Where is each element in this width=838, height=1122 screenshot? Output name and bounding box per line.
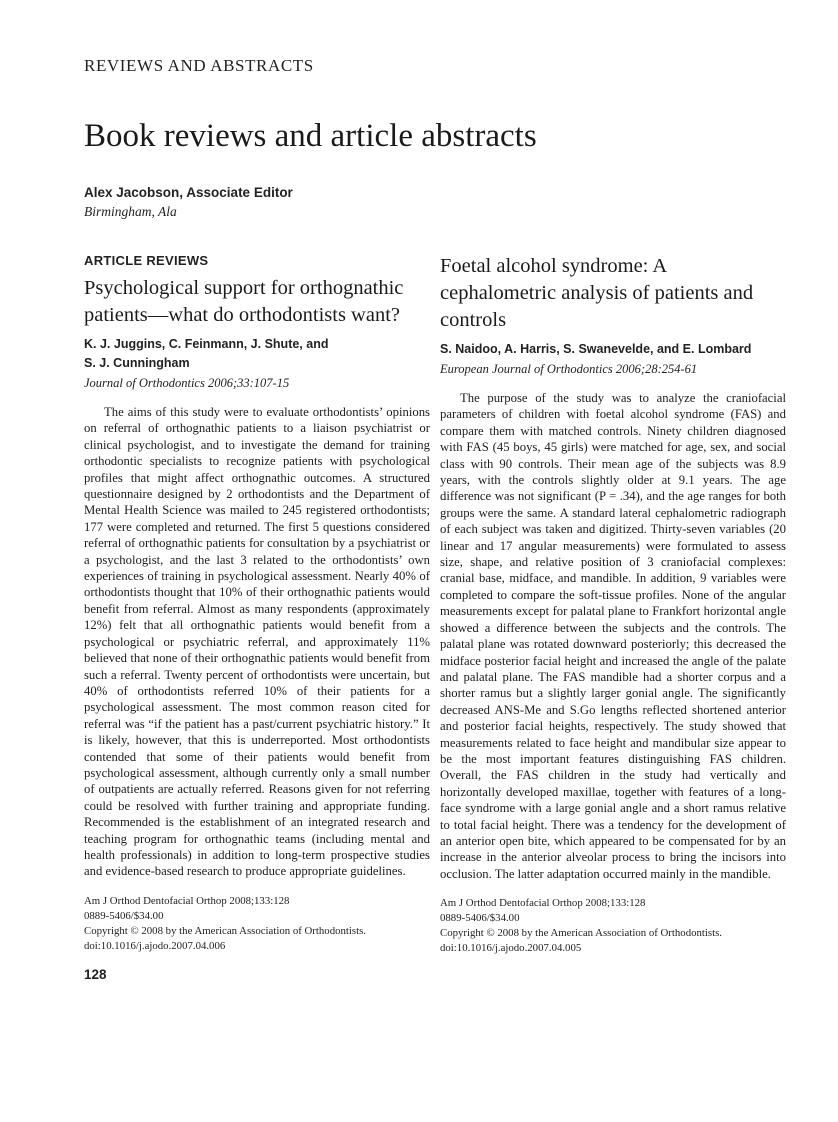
- article-title-foetal-alcohol-syndrome: Foetal alcohol syndrome: A cephalometric analysis of patients and controls: [440, 255, 754, 331]
- page-number: 128: [84, 966, 107, 982]
- two-column-layout: [84, 253, 786, 982]
- section-heading-article-reviews: ARTICLE REVIEWS: [84, 253, 209, 268]
- copyright-line: Copyright © 2008 by the American Association of Orthodontists.: [84, 924, 366, 937]
- associate-editor-location: Birmingham, Ala: [84, 204, 177, 219]
- citation-line: Am J Orthod Dentofacial Orthop 2008;133:128: [84, 894, 290, 907]
- citation-block: [84, 894, 430, 954]
- article-authors: [440, 340, 786, 359]
- issn-price-line: 0889-5406/$34.00: [84, 909, 164, 922]
- author-line: S. Naidoo, A. Harris, S. Swanevelde, and E. Lombard: [440, 342, 752, 356]
- article-authors: [84, 335, 430, 373]
- doi-line: doi:10.1016/j.ajodo.2007.04.005: [440, 942, 582, 955]
- running-head: REVIEWS AND ABSTRACTS: [84, 56, 314, 75]
- citation-line: Am J Orthod Dentofacial Orthop 2008;133:128: [440, 897, 646, 910]
- citation-block: [440, 896, 786, 956]
- abstract-text: The purpose of the study was to analyze the craniofacial parameters of children with foetal alcohol syndrome (FAS) and compare them with matched controls. Ninety children diagnosed with FAS (45 boys, 45 girls) were matched for age, sex, and social class with 90 controls. Their mean age of the subjects was 8.9 years, with the controls slightly older at 9.1 years. The age difference was not significant (P = .34), and the age ranges for both groups were the same. A standard lateral cephalometric radiograph of each subject was taken and digitized. Thirty-seven variables (20 linear and 17 angular measurements) were formulated to assess size, shape, and relative position of 3 craniofacial complexes: cranial base, midface, and mandible. In addition, 9 variables were completed to compare the soft-tissue profiles. None of the angular measurements except for palatal plane to Frankfort horizontal angle showed a difference between the subjects and the controls. The palatal plane was rotated downward posteriorly; this decreased the midface posterior facial height and increased the angle of the palate and palatal plane. The FAS mandible had a shorter corpus and a shorter ramus but a slightly larger gonial angle. The significantly decreased ANS-Me and S.Go lengths reflected shortened anterior and posterior facial heights, respectively. The study showed that measurements related to face height and mandibular size appear to be the most important features distinguishing FAS children. Overall, the FAS children in the study had vertically and horizontally developed maxillae, together with features of a long-face syndrome with a large gonial angle and a short ramus relative to total facial height. There was a tendency for the development of an anterior open bite, which appeared to be compensated for by an increase in the anterior alveolar process to bring the incisors into occlusion. The latter adaptation occurred mainly in the mandible.: [440, 391, 786, 881]
- associate-editor-name: Alex Jacobson, Associate Editor: [84, 185, 293, 200]
- abstract-text: The aims of this study were to evaluate orthodontists’ opinions on referral of orthognathic patients to a liaison psychiatrist or clinical psychologist, and to investigate the demand for training orthodontic specialists to recognize patients with psychological profiles that might affect orthognathic outcomes. A structured questionnaire designed by 2 orthodontists and the Department of Mental Health Science was mailed to 245 registered orthodontists; 177 were completed and returned. The first 5 questions considered referral of orthognathic patients for consultation by a psychiatrist or a psychologist, and the last 3 related to the orthodontists’ own experiences of training in psychological assessment. Nearly 40% of orthodontists thought that 10% of their orthognathic patients would benefit from referral. Almost as many respondents (approximately 12%) felt that all orthognathic patients would benefit from a psychological or psychiatric referral, and approximately 11% believed that none of their orthognathic patients would benefit from such a referral. Twenty percent of orthodontists were uncertain, but 40% of orthodontists referred 10% of their patients for a psychological assessment. The most common reason cited for referral was “if the patient has a past/current psychiatric history.” It is likely, however, that this is underreported. Most orthodontists contended that some of their patients would benefit from psychological assessment, although currently only a small number of outpatients are actually referred. Reasons given for not referring could be resolved with further training and appropriate funding. Recommended is the establishment of an integrated research and teaching program for orthognathic teams (including mental and health professionals) in addition to long-term prospective studies and evidence-based research to produce appropriate guidelines.: [84, 405, 430, 879]
- journal-source: Journal of Orthodontics 2006;33:107-15: [84, 376, 290, 390]
- issn-price-line: 0889-5406/$34.00: [440, 912, 520, 925]
- author-line: S. J. Cunningham: [84, 356, 190, 370]
- doi-line: doi:10.1016/j.ajodo.2007.04.006: [84, 939, 226, 952]
- author-line: K. J. Juggins, C. Feinmann, J. Shute, and: [84, 337, 329, 351]
- page-title: Book reviews and article abstracts: [84, 118, 537, 154]
- right-column: [440, 253, 786, 982]
- copyright-line: Copyright © 2008 by the American Association of Orthodontists.: [440, 927, 722, 940]
- left-column: [84, 253, 430, 982]
- article-title-psychological-support: Psychological support for orthognathic patients—what do orthodontists want?: [84, 277, 404, 326]
- journal-source: European Journal of Orthodontics 2006;28:254-61: [440, 362, 698, 376]
